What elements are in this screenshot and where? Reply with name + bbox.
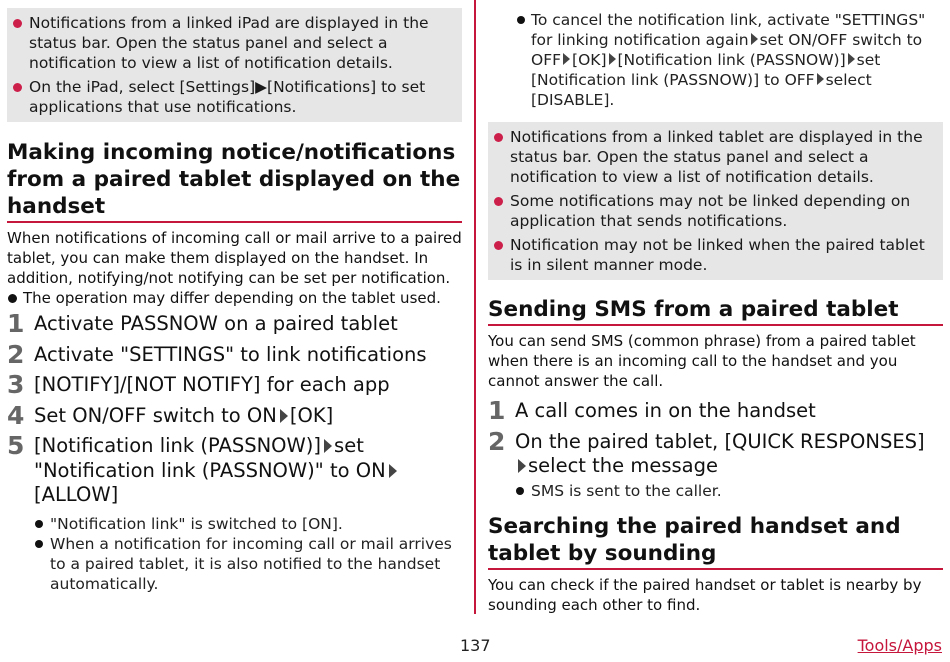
step-4 xyxy=(7,400,462,430)
arrow-right-icon xyxy=(609,53,616,65)
step-text: [Notification link (PASSNOW)] xyxy=(34,434,322,457)
step-text: [OK] xyxy=(289,403,334,427)
step-number: 5 xyxy=(7,431,25,460)
step-text: select the message xyxy=(528,454,718,477)
step-number: 2 xyxy=(488,426,506,456)
left-column xyxy=(7,8,462,600)
step-text: [ALLOW] xyxy=(34,483,119,506)
step-text: Set ON/OFF switch to ON xyxy=(34,403,277,427)
step-text: [NOTIFY]/[NOT NOTIFY] for each app xyxy=(34,373,390,396)
step-text: Activate "SETTINGS" to link notifications xyxy=(34,342,427,366)
note-item: Notifications from a linked tablet are displayed in the status bar. Open the status panel and select a notification to view a list of notification details. xyxy=(494,127,937,187)
step-1 xyxy=(7,309,462,338)
cancel-note xyxy=(488,10,943,110)
step-note: SMS is sent to the caller. xyxy=(488,481,943,501)
cancel-text: [Notification link (PASSNOW)] xyxy=(617,51,846,69)
cancel-text: [OK] xyxy=(572,51,607,69)
note-box-tablet xyxy=(488,122,943,280)
step-note: "Notification link" is switched to [ON]. xyxy=(7,514,462,534)
arrow-right-icon xyxy=(563,53,570,65)
step-note: When a notification for incoming call or mail arrives to a paired tablet, it is also notified to the handset automatically. xyxy=(7,534,462,594)
search-intro: You can check if the paired handset or tablet is nearby by sounding each other to find. xyxy=(488,575,922,614)
step-text: On the paired tablet, [QUICK RESPONSES] xyxy=(515,429,925,453)
arrow-right-icon xyxy=(389,464,397,478)
note-item: On the iPad, select [Settings]▶[Notifications] to set applications that use notifications. xyxy=(13,77,456,117)
step-number: 3 xyxy=(7,370,25,399)
step-number: 2 xyxy=(7,339,25,369)
arrow-right-icon xyxy=(751,33,758,45)
note-box-ipad xyxy=(7,8,462,122)
intro-bullet: The operation may differ depending on the tablet used. xyxy=(7,288,462,308)
cancel-text: set ON/OFF switch to OFF xyxy=(531,31,923,69)
cancel-text: set [Notification link (PASSNOW)] to OFF xyxy=(531,51,881,89)
section-link-tools-apps[interactable]: Tools/Apps xyxy=(857,636,942,655)
sms-step-2 xyxy=(488,426,943,501)
step-text: A call comes in on the handset xyxy=(515,399,816,422)
cancel-bullet xyxy=(488,10,943,110)
right-column xyxy=(488,10,943,615)
sms-step-1 xyxy=(488,396,943,425)
arrow-right-icon xyxy=(324,439,332,453)
arrow-right-icon xyxy=(280,409,288,423)
sms-intro: You can send SMS (common phrase) from a paired tablet when there is an incoming call to the handset and you cannot answer the call. xyxy=(488,332,916,390)
step-5-notes xyxy=(7,514,462,594)
step-2 xyxy=(7,339,462,369)
note-item: Notifications from a linked iPad are displayed in the status bar. Open the status panel and select a notification to view a list of notification details. xyxy=(13,13,456,73)
step-text: set "Notification link (PASSNOW)" to ON xyxy=(34,434,386,482)
step-number: 4 xyxy=(7,400,25,430)
arrow-right-icon xyxy=(817,73,824,85)
sms-steps-list xyxy=(488,396,943,501)
arrow-right-icon xyxy=(518,459,526,473)
intro-text: When notifications of incoming call or mail arrive to a paired tablet, you can make them displayed on the handset. In addition, notifying/not notifying can be set per notification. xyxy=(7,229,462,287)
section-heading-search: Searching the paired handset and tablet by sounding xyxy=(488,513,943,570)
note-item: Notification may not be linked when the paired tablet is in silent manner mode. xyxy=(494,235,937,275)
section-heading-sms: Sending SMS from a paired tablet xyxy=(488,296,943,326)
section-intro xyxy=(7,228,462,308)
step-text: Activate PASSNOW on a paired tablet xyxy=(34,312,398,335)
step-number: 1 xyxy=(7,309,25,338)
cancel-text: select [DISABLE]. xyxy=(531,71,872,109)
note-item: Some notifications may not be linked depending on application that sends notifications. xyxy=(494,191,937,231)
steps-list xyxy=(7,309,462,594)
page-number: 137 xyxy=(460,636,491,655)
column-divider xyxy=(474,0,476,614)
section-heading-notifications: Making incoming notice/notifications from a paired tablet displayed on the handset xyxy=(7,139,462,223)
step-5 xyxy=(7,431,462,594)
step-number: 1 xyxy=(488,396,506,425)
step-3 xyxy=(7,370,462,399)
cancel-text: To cancel the notification link, activate "SETTINGS" for linking notification again xyxy=(531,11,926,49)
arrow-right-icon xyxy=(848,53,855,65)
